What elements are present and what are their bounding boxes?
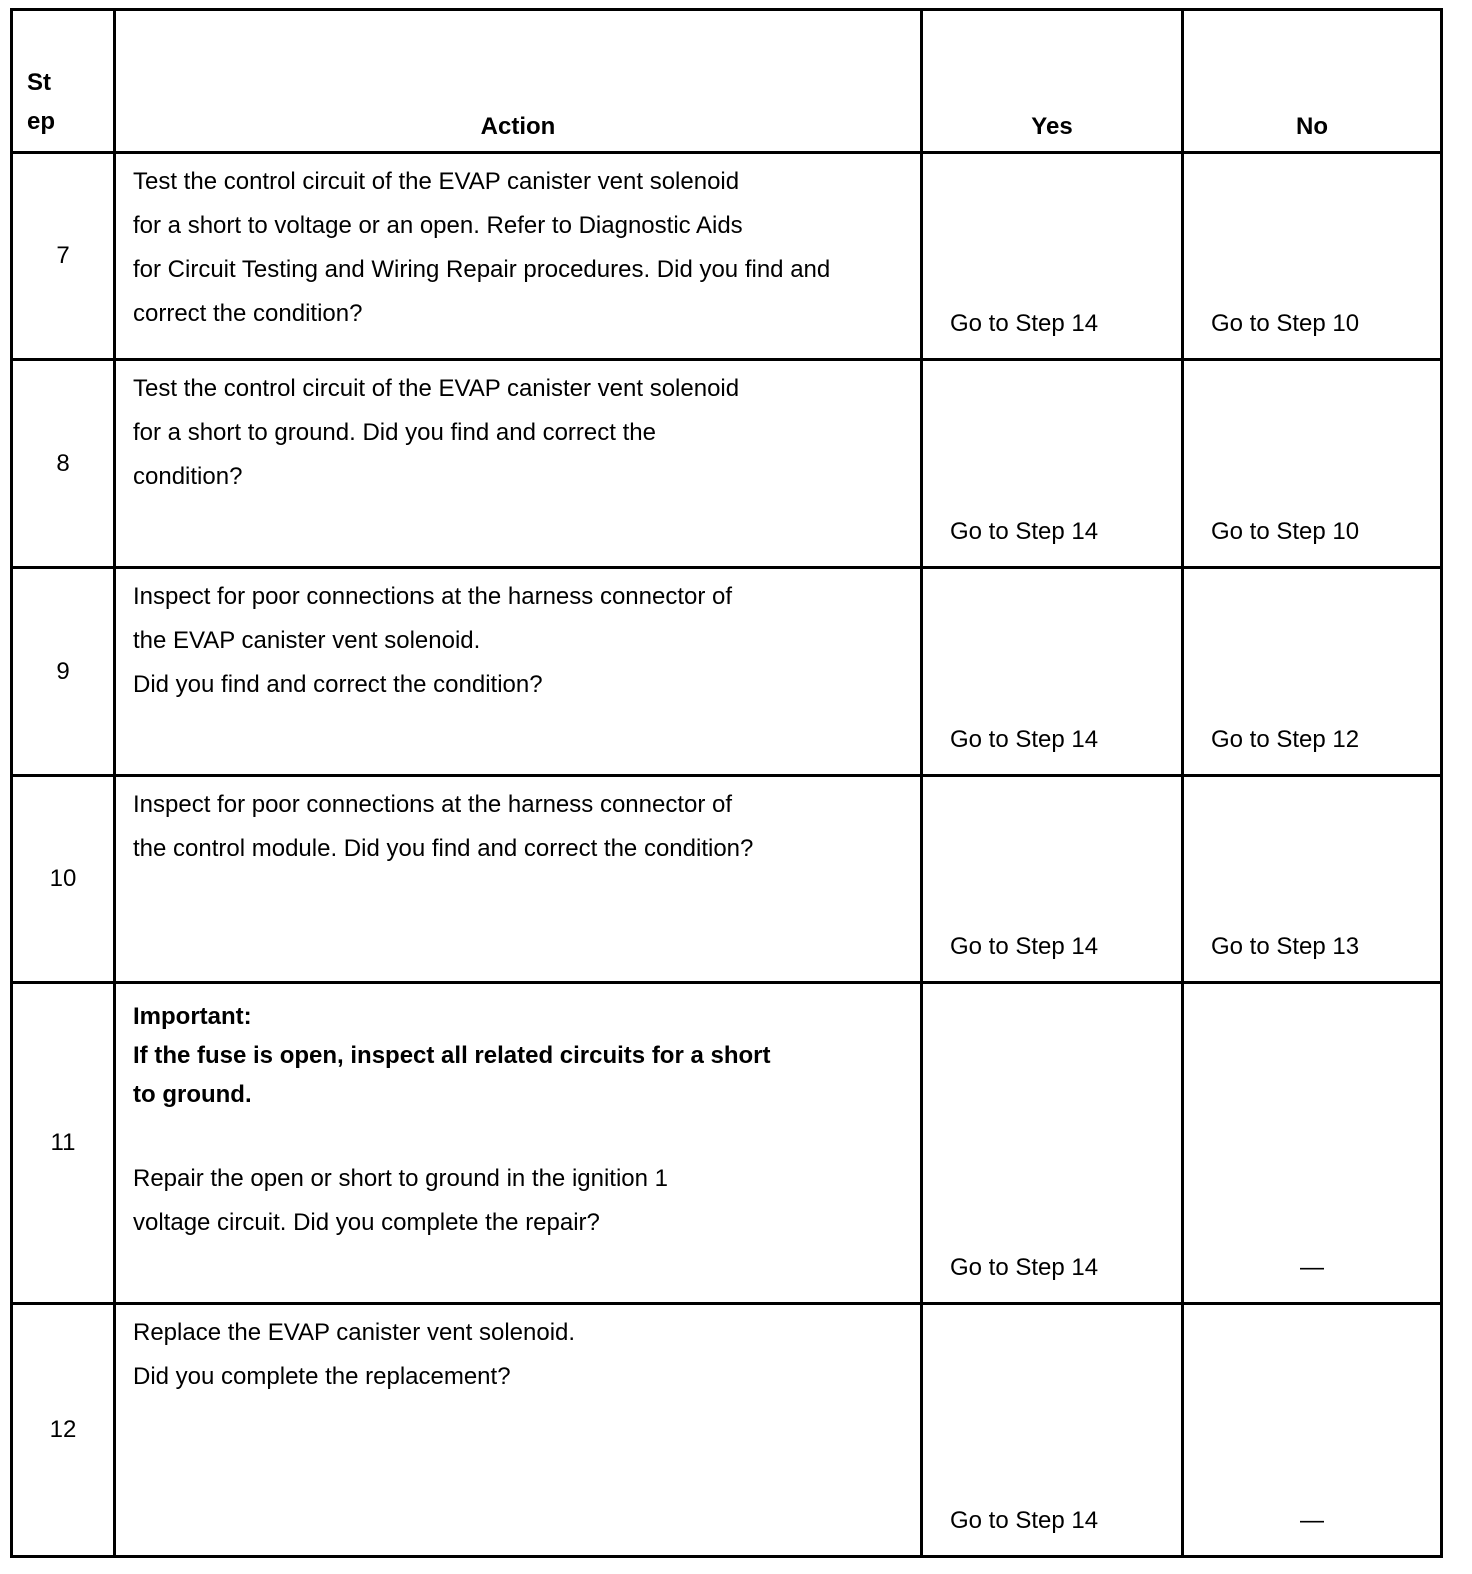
yes-link: Go to Step 14 bbox=[950, 1507, 1099, 1534]
step-number: 9 bbox=[56, 657, 70, 685]
yes-link: Go to Step 14 bbox=[950, 518, 1099, 545]
no-link: — bbox=[1300, 1254, 1324, 1281]
no-cell bbox=[1183, 983, 1442, 1304]
step-number: 10 bbox=[49, 865, 77, 892]
header-yes-label: Yes bbox=[1031, 113, 1073, 140]
header-yes bbox=[922, 10, 1183, 153]
action-cell bbox=[115, 153, 922, 360]
action-text: Inspect for poor connections at the harness connector of the control module. Did you find and correct the condition? bbox=[133, 791, 754, 862]
action-cell bbox=[115, 1304, 922, 1557]
action-text: Replace the EVAP canister vent solenoid. Did you complete the replacement? bbox=[133, 1319, 576, 1390]
action-cell bbox=[115, 360, 922, 568]
step-cell bbox=[12, 776, 115, 983]
step-number: 12 bbox=[49, 1416, 77, 1443]
table-row bbox=[12, 983, 1442, 1304]
step-cell bbox=[12, 1304, 115, 1557]
no-cell bbox=[1183, 153, 1442, 360]
action-cell bbox=[115, 568, 922, 776]
table-row bbox=[12, 153, 1442, 360]
no-cell bbox=[1183, 568, 1442, 776]
step-number: 11 bbox=[50, 1129, 76, 1156]
header-no bbox=[1183, 10, 1442, 153]
no-cell bbox=[1183, 776, 1442, 983]
step-number: 7 bbox=[56, 242, 70, 269]
table-row bbox=[12, 360, 1442, 568]
action-text: Test the control circuit of the EVAP canister vent solenoid for a short to ground. Did you find and correct the condition? bbox=[133, 375, 740, 490]
header-row bbox=[12, 10, 1442, 153]
action-text: Inspect for poor connections at the harness connector of the EVAP canister vent solenoid. Did you find and correct the condition? bbox=[133, 583, 733, 698]
yes-cell bbox=[922, 153, 1183, 360]
diagnostic-table bbox=[10, 8, 1443, 1558]
header-no-label: No bbox=[1296, 113, 1328, 140]
header-step-label: St ep bbox=[27, 69, 56, 135]
step-cell bbox=[12, 983, 115, 1304]
header-action-label: Action bbox=[480, 113, 556, 140]
yes-link: Go to Step 14 bbox=[950, 726, 1099, 753]
step-cell bbox=[12, 360, 115, 568]
yes-cell bbox=[922, 776, 1183, 983]
no-link: Go to Step 13 bbox=[1211, 933, 1360, 960]
step-cell bbox=[12, 153, 115, 360]
header-step bbox=[12, 10, 115, 153]
yes-cell bbox=[922, 568, 1183, 776]
header-action bbox=[115, 10, 922, 153]
action-text: Repair the open or short to ground in the ignition 1 voltage circuit. Did you complete the repair? bbox=[133, 1165, 669, 1236]
yes-link: Go to Step 14 bbox=[950, 310, 1099, 337]
action-cell bbox=[115, 776, 922, 983]
table-row bbox=[12, 776, 1442, 983]
important-note: Important: If the fuse is open, inspect all related circuits for a short to ground. bbox=[133, 1003, 771, 1108]
no-cell bbox=[1183, 1304, 1442, 1557]
action-cell bbox=[115, 983, 922, 1304]
table-row bbox=[12, 1304, 1442, 1557]
action-text: Test the control circuit of the EVAP canister vent solenoid for a short to voltage or an open. Refer to Diagnostic Aids for Circuit Testing and Wiring Repair procedures. Did you find and correct the condition? bbox=[133, 168, 831, 327]
step-number: 8 bbox=[56, 449, 70, 477]
step-cell bbox=[12, 568, 115, 776]
yes-link: Go to Step 14 bbox=[950, 1254, 1099, 1281]
yes-link: Go to Step 14 bbox=[950, 933, 1099, 960]
no-link: Go to Step 10 bbox=[1211, 310, 1360, 337]
no-cell bbox=[1183, 360, 1442, 568]
yes-cell bbox=[922, 360, 1183, 568]
no-link: Go to Step 12 bbox=[1211, 726, 1360, 753]
yes-cell bbox=[922, 1304, 1183, 1557]
table-row bbox=[12, 568, 1442, 776]
no-link: Go to Step 10 bbox=[1211, 518, 1360, 545]
no-link: — bbox=[1300, 1507, 1324, 1534]
yes-cell bbox=[922, 983, 1183, 1304]
